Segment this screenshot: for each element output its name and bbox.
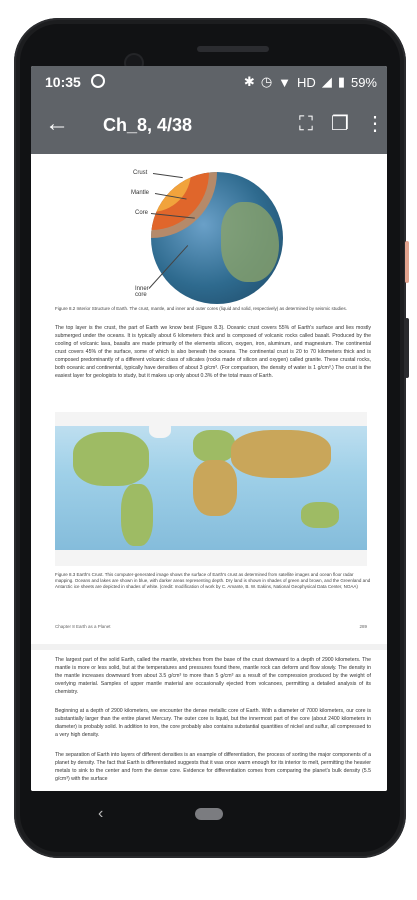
- status-icons: [244, 74, 377, 90]
- label-crust: Crust: [133, 170, 148, 176]
- status-time: 10:35: [45, 74, 81, 90]
- paragraph-mantle: The largest part of the solid Earth, called the mantle, stretches from the base of the crust downward to a depth of 2900 kilometers. The mantle is more or less solid, but at the temperatures and pressures found there, mantle rock can deform and flow slowly. The density in the mantle increases downward from about 3.5 g/cm³ to more than 5 g/cm³ as a result of the compression produced by the weight of overlying material. Samples of upper mantle material are occasionally ejected from volcanoes, permitting a detailed analysis of its chemistry.: [55, 657, 371, 695]
- alarm-icon: ◷: [260, 74, 273, 89]
- paragraph-core: Beginning at a depth of 2900 kilometers, we encounter the dense metallic core of Earth. With a diameter of 7000 kilometers, our core is substantially larger than the entire planet Mercury. The outer core is liquid, but the innermost part of the core (about 2400 kilometers in diameter) is probably solid. In addition to iron, the core probably also contains substantial quantities of nickel and sulfur, all compressed to a very high density.: [55, 708, 371, 738]
- footer-page-number: 289: [359, 624, 367, 629]
- app-bar: [31, 98, 387, 154]
- earpiece-speaker: [197, 46, 269, 52]
- paragraph-differentiation: The separation of Earth into layers of different densities is an example of differentiation, the process of sorting the major components of a planet by density. The fact that Earth is differentiated suggests that it was once warm enough for its interior to melt, permitting the heavier metals to sink to the center and form the dense core. Evidence for differentiation comes from comparing the planet's bulk density (5.5 g/cm³) with the surface: [55, 752, 371, 782]
- battery-level: 59%: [350, 74, 377, 90]
- page-separator: [31, 644, 387, 650]
- screen: [31, 66, 387, 791]
- figure-8-3-caption: Figure 8.3 Earth's Crust. This computer-generated image shows the surface of Earth's crust as determined from satellite images and ocean floor radar mapping. Oceans and lakes are shown in blue, with darker areas representing depth. Dry land is shown in shades of green and brown, and the Greenland and Antarctic ice sheets are depicted in shades of white. (credit: modification of work by C. Amante, B. W. Eakins, National Geophysical Data Center, NOAA): [55, 572, 371, 589]
- document-title: Ch_8, 4/38: [103, 115, 193, 135]
- figure-8-2-caption: Figure 8.2 Interior Structure of Earth. The crust, mantle, and inner and outer cores (liquid and solid, respectively) as determined by seismic studies.: [55, 306, 348, 311]
- bookmarks-icon[interactable]: ❐: [331, 113, 349, 135]
- bluetooth-icon: ✱: [243, 74, 255, 89]
- battery-icon: ▮: [337, 74, 345, 89]
- pdf-page: [31, 154, 387, 791]
- page-footer: [55, 624, 367, 629]
- home-pill[interactable]: [195, 808, 223, 820]
- wifi-icon: ▼: [278, 74, 292, 90]
- side-button: [405, 318, 409, 378]
- network-label: HD: [297, 74, 316, 90]
- earth-crust-map: [55, 412, 367, 566]
- more-options-icon[interactable]: ⋮: [365, 113, 385, 135]
- label-mantle: Mantle: [131, 190, 150, 196]
- footer-chapter: Chapter 8 Earth as a Planet: [55, 624, 111, 629]
- nav-bar: [31, 791, 387, 837]
- earth-interior-figure: [151, 172, 283, 304]
- signal-icon: ◢: [321, 74, 332, 89]
- status-bar: [31, 66, 387, 98]
- paragraph-crust: The top layer is the crust, the part of Earth we know best (Figure 8.3). Oceanic crust covers 55% of Earth's surface and lies mostly submerged under the oceans. It is typically about 6 kilometers thick and is composed of volcanic rocks called basalt. Produced by the cooling of volcanic lava, basalts are made primarily of the elements silicon, oxygen, iron, aluminum, and magnesium. The continental crust covers 45% of the surface, some of which is also beneath the oceans. The continental crust is 20 to 70 kilometers thick and is composed predominantly of a different volcanic class of silicates (rocks made of silicon and oxygen) called granite. These crustal rocks, both oceanic and continental, typically have densities of about 3 g/cm³. (For comparison, the density of water is 1 g/cm³.) The crust is the easiest layer for geologists to study, but it makes up only about 0.3% of the total mass of Earth.: [55, 325, 371, 379]
- sync-icon: [91, 74, 105, 88]
- nav-back-icon[interactable]: ‹: [98, 805, 104, 822]
- label-inner-core: Inner core: [135, 286, 149, 298]
- label-core: Core: [135, 210, 149, 216]
- back-arrow-icon[interactable]: ←: [45, 110, 69, 137]
- fullscreen-icon[interactable]: ⛶: [299, 113, 313, 135]
- side-button-accent: [405, 241, 409, 283]
